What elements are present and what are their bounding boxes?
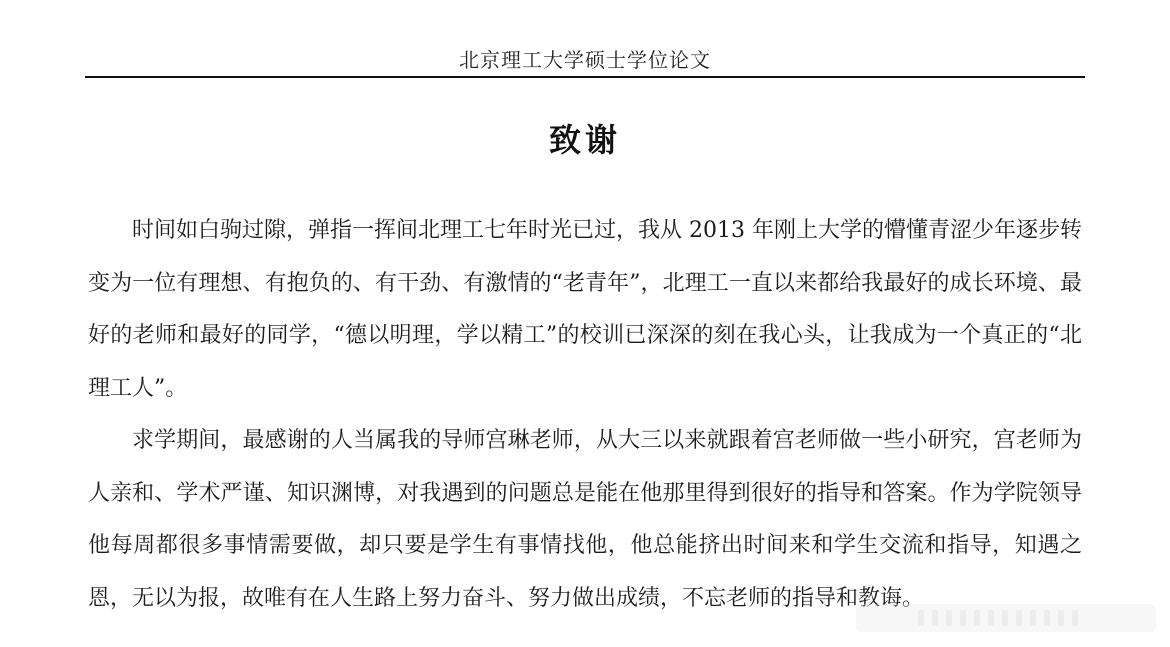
paragraph: 求学期间，最感谢的人当属我的导师宫琳老师，从大三以来就跟着宫老师做一些小研究，宫老师为人亲和、学术严谨、知识渊博，对我遇到的问题总是能在他那里得到很好的指导和答案。作为学院领导他每周都很多事情需要做，却只要是学生有事情找他，他总能挤出时间来和学生交流和指导，知遇之恩，无以为报，故唯有在人生路上努力奋斗、努力做出成绩，不忘老师的指导和教诲。 xyxy=(88,428,1082,611)
header-rule xyxy=(85,76,1085,78)
watermark-logo xyxy=(856,598,1156,638)
chapter-title: 致谢 xyxy=(548,121,621,159)
body-text xyxy=(88,205,1082,625)
paragraph: 时间如白驹过隙，弹指一挥间北理工七年时光已过，我从 2013 年刚上大学的懵懂青涩少年逐步转变为一位有理想、有抱负的、有干劲、有激情的“老青年”，北理工一直以来都给我最好的成长环境、最好的老师和最好的同学，“德以明理，学以精工”的校训已深深的刻在我心头，让我成为一个真正的“北理工人”。 xyxy=(88,218,1082,401)
running-header: 北京理工大学硕士学位论文 xyxy=(459,48,711,72)
